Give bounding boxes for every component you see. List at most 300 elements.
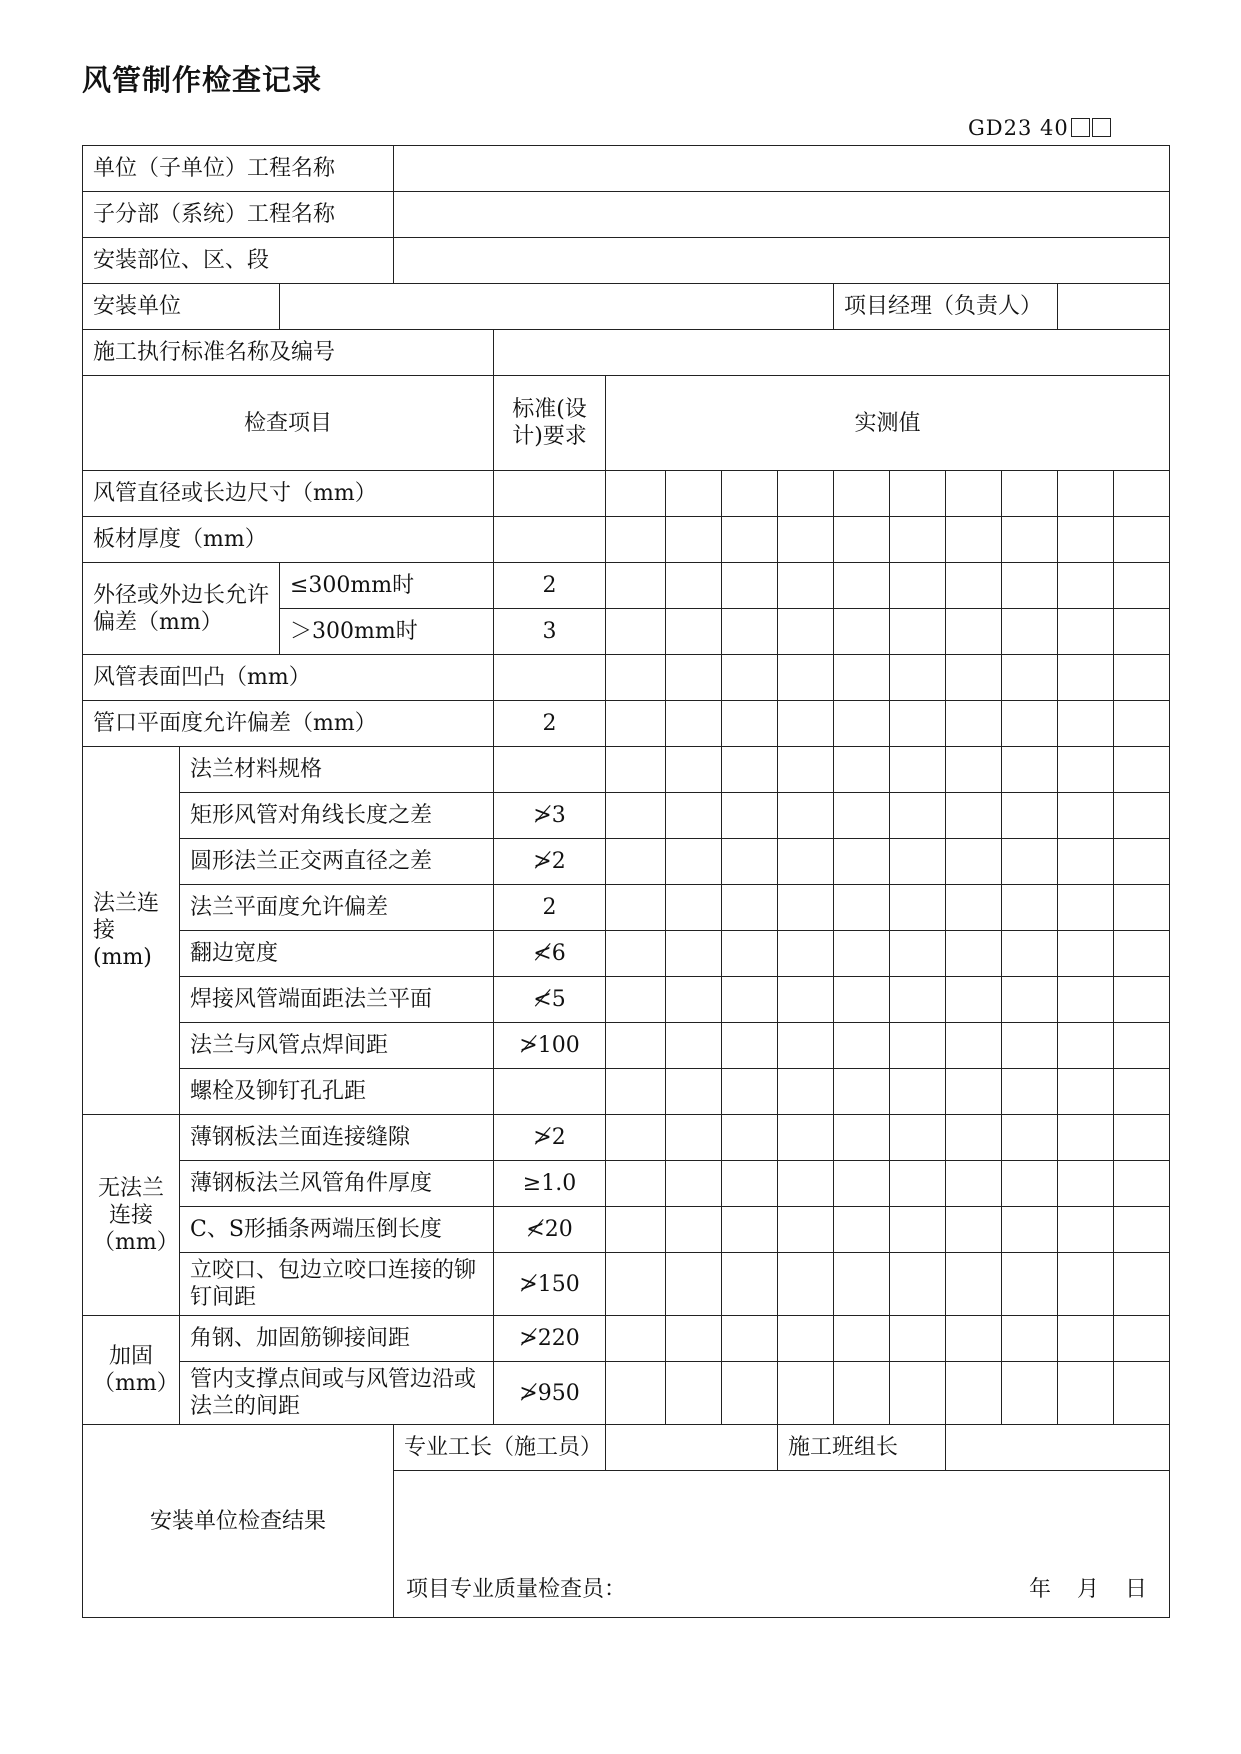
cell[interactable] <box>606 885 666 931</box>
cell[interactable] <box>778 1069 834 1115</box>
row-dev-le300 <box>83 563 1170 609</box>
cell[interactable] <box>606 1253 666 1316</box>
cell[interactable] <box>666 701 722 747</box>
cell[interactable] <box>722 1207 778 1253</box>
cell[interactable] <box>722 1115 778 1161</box>
cell[interactable] <box>606 471 666 517</box>
row-noflange-2 <box>83 1207 1170 1253</box>
cell[interactable] <box>834 1253 890 1316</box>
cell[interactable] <box>722 609 778 655</box>
row-noflange-0 <box>83 1115 1170 1161</box>
value-team-leader[interactable] <box>946 1425 1170 1471</box>
std-dev-gt300: 3 <box>494 609 606 655</box>
cell[interactable] <box>834 701 890 747</box>
cell[interactable] <box>666 471 722 517</box>
row-reinforce-0 <box>83 1316 1170 1362</box>
row-noflange-3 <box>83 1253 1170 1316</box>
cell[interactable] <box>890 1207 946 1253</box>
cell[interactable] <box>946 1207 1002 1253</box>
cell[interactable] <box>1002 655 1058 701</box>
cell[interactable] <box>722 1023 778 1069</box>
cell[interactable] <box>666 1115 722 1161</box>
cell[interactable] <box>778 1161 834 1207</box>
cell[interactable] <box>778 563 834 609</box>
cell[interactable] <box>1114 471 1170 517</box>
cell[interactable] <box>606 977 666 1023</box>
value-install-location[interactable] <box>394 238 1170 284</box>
cell[interactable] <box>722 655 778 701</box>
cell[interactable] <box>834 977 890 1023</box>
cell[interactable] <box>1058 1161 1114 1207</box>
label-project-manager: 项目经理（负责人） <box>834 284 1058 330</box>
cell[interactable] <box>946 747 1002 793</box>
label-year: 年 <box>1028 1577 1051 1602</box>
cell[interactable] <box>778 793 834 839</box>
row-sub-project <box>83 192 1170 238</box>
cell[interactable] <box>606 1023 666 1069</box>
cell[interactable] <box>1058 1023 1114 1069</box>
cell[interactable] <box>890 655 946 701</box>
cell[interactable] <box>1002 1316 1058 1362</box>
cell[interactable] <box>1058 1253 1114 1316</box>
cell[interactable] <box>834 1023 890 1069</box>
cell[interactable] <box>778 931 834 977</box>
cell[interactable] <box>666 1023 722 1069</box>
cell[interactable] <box>946 1023 1002 1069</box>
label-day: 日 <box>1125 1577 1148 1602</box>
cell[interactable] <box>890 1115 946 1161</box>
cell[interactable] <box>722 517 778 563</box>
cell[interactable] <box>1058 977 1114 1023</box>
row-flange-6 <box>83 1023 1170 1069</box>
cell[interactable] <box>1058 1207 1114 1253</box>
cell[interactable] <box>1114 977 1170 1023</box>
std-flange-item: ≯100 <box>494 1023 606 1069</box>
cell[interactable] <box>834 839 890 885</box>
cell[interactable] <box>1002 1069 1058 1115</box>
cell[interactable] <box>1002 701 1058 747</box>
cell[interactable] <box>666 793 722 839</box>
std-flange-item: 2 <box>494 885 606 931</box>
cell[interactable] <box>606 609 666 655</box>
cell[interactable] <box>834 517 890 563</box>
cell[interactable] <box>722 839 778 885</box>
cell[interactable] <box>606 701 666 747</box>
cell[interactable] <box>1058 1362 1114 1425</box>
cell[interactable] <box>834 471 890 517</box>
header-item: 检查项目 <box>83 376 494 471</box>
label-install-unit: 安装单位 <box>83 284 280 330</box>
std-noflange-item: ≥1.0 <box>494 1161 606 1207</box>
cell[interactable] <box>890 931 946 977</box>
label-flange-item: 矩形风管对角线长度之差 <box>180 793 494 839</box>
cell[interactable] <box>778 977 834 1023</box>
label-reinforce-item: 管内支撑点间或与风管边沿或法兰的间距 <box>180 1362 494 1425</box>
row-reinforce-1 <box>83 1362 1170 1425</box>
cell[interactable] <box>1114 563 1170 609</box>
cell[interactable] <box>666 1207 722 1253</box>
cell[interactable] <box>946 1115 1002 1161</box>
cell[interactable] <box>1002 1253 1058 1316</box>
cell[interactable] <box>890 701 946 747</box>
label-flange-item: 翻边宽度 <box>180 931 494 977</box>
cell[interactable] <box>722 793 778 839</box>
cell[interactable] <box>890 839 946 885</box>
row-flange-3 <box>83 885 1170 931</box>
cell[interactable] <box>1114 1362 1170 1425</box>
row-standard-name <box>83 330 1170 376</box>
form-title: 风管制作检查记录 <box>82 63 323 97</box>
cell[interactable] <box>722 563 778 609</box>
cell[interactable] <box>722 747 778 793</box>
cell[interactable] <box>1114 1253 1170 1316</box>
row-thickness <box>83 517 1170 563</box>
label-result: 安装单位检查结果 <box>83 1425 394 1618</box>
cell[interactable] <box>946 563 1002 609</box>
cell[interactable] <box>1058 793 1114 839</box>
cell[interactable] <box>946 1069 1002 1115</box>
label-thickness: 板材厚度（mm） <box>83 517 494 563</box>
cell[interactable] <box>1002 517 1058 563</box>
cell[interactable] <box>778 1023 834 1069</box>
cell[interactable] <box>722 1362 778 1425</box>
cell[interactable] <box>1002 1023 1058 1069</box>
cell[interactable] <box>1114 1115 1170 1161</box>
cell[interactable] <box>1058 931 1114 977</box>
label-flange-item: 圆形法兰正交两直径之差 <box>180 839 494 885</box>
cell[interactable] <box>722 1316 778 1362</box>
cell[interactable] <box>890 1316 946 1362</box>
cell[interactable] <box>1058 563 1114 609</box>
value-foreman[interactable] <box>606 1425 778 1471</box>
cell[interactable] <box>1002 1362 1058 1425</box>
std-thickness[interactable] <box>494 517 606 563</box>
cell[interactable] <box>1058 1069 1114 1115</box>
label-noflange-item: 立咬口、包边立咬口连接的铆钉间距 <box>180 1253 494 1316</box>
cell[interactable] <box>778 701 834 747</box>
value-standard-name[interactable] <box>494 330 1170 376</box>
row-install-location <box>83 238 1170 284</box>
cell[interactable] <box>946 839 1002 885</box>
cell[interactable] <box>606 563 666 609</box>
cell[interactable] <box>890 609 946 655</box>
cell[interactable] <box>1058 1115 1114 1161</box>
cell[interactable] <box>1002 1161 1058 1207</box>
cell[interactable] <box>834 793 890 839</box>
cell[interactable] <box>890 1023 946 1069</box>
std-dev-le300: 2 <box>494 563 606 609</box>
cell[interactable] <box>834 655 890 701</box>
cell[interactable] <box>606 1161 666 1207</box>
cell[interactable] <box>1114 655 1170 701</box>
cell[interactable] <box>834 1207 890 1253</box>
row-flange-0 <box>83 747 1170 793</box>
row-surface <box>83 655 1170 701</box>
cell[interactable] <box>1002 885 1058 931</box>
cell[interactable] <box>606 747 666 793</box>
cell[interactable] <box>666 747 722 793</box>
value-install-unit[interactable] <box>280 284 834 330</box>
cell[interactable] <box>1114 885 1170 931</box>
std-flange-item: ≮6 <box>494 931 606 977</box>
cell[interactable] <box>606 793 666 839</box>
form-code-text: GD23 40 <box>968 116 1069 140</box>
cell[interactable] <box>666 885 722 931</box>
cell[interactable] <box>1114 1023 1170 1069</box>
std-reinforce-item: ≯220 <box>494 1316 606 1362</box>
label-flange-item: 法兰与风管点焊间距 <box>180 1023 494 1069</box>
cell[interactable] <box>890 885 946 931</box>
row-diameter <box>83 471 1170 517</box>
std-reinforce-item: ≯950 <box>494 1362 606 1425</box>
label-diameter: 风管直径或长边尺寸（mm） <box>83 471 494 517</box>
label-foreman: 专业工长（施工员） <box>394 1425 606 1471</box>
std-diameter[interactable] <box>494 471 606 517</box>
cell[interactable] <box>1002 747 1058 793</box>
cell[interactable] <box>834 885 890 931</box>
cell[interactable] <box>1058 747 1114 793</box>
cell[interactable] <box>834 1161 890 1207</box>
row-flatness <box>83 701 1170 747</box>
cell[interactable] <box>1114 747 1170 793</box>
cell[interactable] <box>890 793 946 839</box>
cell[interactable] <box>606 1115 666 1161</box>
cell[interactable] <box>666 609 722 655</box>
cell[interactable] <box>606 1069 666 1115</box>
cell[interactable] <box>778 609 834 655</box>
cell[interactable] <box>666 1161 722 1207</box>
cell[interactable] <box>834 1115 890 1161</box>
cell[interactable] <box>1114 839 1170 885</box>
cell[interactable] <box>834 931 890 977</box>
cell[interactable] <box>890 1161 946 1207</box>
label-noflange-item: 薄钢板法兰风管角件厚度 <box>180 1161 494 1207</box>
cell[interactable] <box>1002 793 1058 839</box>
cell[interactable] <box>722 471 778 517</box>
cell[interactable] <box>834 563 890 609</box>
cell[interactable] <box>1058 609 1114 655</box>
cell[interactable] <box>1058 885 1114 931</box>
cell[interactable] <box>834 1316 890 1362</box>
cell[interactable] <box>666 517 722 563</box>
cell[interactable] <box>1114 931 1170 977</box>
row-noflange-1 <box>83 1161 1170 1207</box>
cell[interactable] <box>778 1207 834 1253</box>
std-noflange-item: ≯2 <box>494 1115 606 1161</box>
label-team-leader: 施工班组长 <box>778 1425 946 1471</box>
cell[interactable] <box>1002 931 1058 977</box>
cell[interactable] <box>834 1069 890 1115</box>
code-box-2 <box>1092 118 1111 137</box>
cell[interactable] <box>778 1362 834 1425</box>
cell[interactable] <box>1058 655 1114 701</box>
inspection-table <box>82 145 1170 1618</box>
label-flange-item: 法兰平面度允许偏差 <box>180 885 494 931</box>
cell[interactable] <box>946 1316 1002 1362</box>
cell[interactable] <box>946 517 1002 563</box>
label-flange-group: 法兰连接(mm) <box>83 747 180 1115</box>
cell[interactable] <box>946 1362 1002 1425</box>
cell[interactable] <box>666 1069 722 1115</box>
label-sub-project: 子分部（系统）工程名称 <box>83 192 394 238</box>
std-flange-item: ≯2 <box>494 839 606 885</box>
cell[interactable] <box>778 471 834 517</box>
cell[interactable] <box>606 839 666 885</box>
label-surface: 风管表面凹凸（mm） <box>83 655 494 701</box>
cell[interactable] <box>1002 839 1058 885</box>
std-flange-item: ≯3 <box>494 793 606 839</box>
cell[interactable] <box>1058 1316 1114 1362</box>
cell[interactable] <box>778 655 834 701</box>
std-flange-item: ≮5 <box>494 977 606 1023</box>
cell[interactable] <box>946 885 1002 931</box>
cell[interactable] <box>722 885 778 931</box>
cell[interactable] <box>1058 517 1114 563</box>
cell[interactable] <box>1114 701 1170 747</box>
cell[interactable] <box>1114 1207 1170 1253</box>
cell[interactable] <box>606 655 666 701</box>
label-reinforce-item: 角钢、加固筋铆接间距 <box>180 1316 494 1362</box>
cell[interactable] <box>778 517 834 563</box>
cell[interactable] <box>1114 609 1170 655</box>
cell[interactable] <box>722 1253 778 1316</box>
cell[interactable] <box>890 747 946 793</box>
cell[interactable] <box>1058 701 1114 747</box>
cell[interactable] <box>834 609 890 655</box>
cell[interactable] <box>890 563 946 609</box>
row-flange-7 <box>83 1069 1170 1115</box>
result-wrap <box>394 1471 1169 1617</box>
label-dev-group: 外径或外边长允许偏差（mm） <box>83 563 280 655</box>
cell[interactable] <box>1002 609 1058 655</box>
cell[interactable] <box>1002 1207 1058 1253</box>
value-project-manager[interactable] <box>1058 284 1170 330</box>
label-qc-inspector: 项目专业质量检查员： <box>406 1577 627 1602</box>
cell[interactable] <box>834 747 890 793</box>
cell[interactable] <box>666 977 722 1023</box>
label-dev-gt300: ＞300mm时 <box>280 609 494 655</box>
label-reinforce-group: 加固（mm） <box>83 1316 180 1425</box>
cell[interactable] <box>946 701 1002 747</box>
cell[interactable] <box>666 1316 722 1362</box>
label-flange-item: 焊接风管端面距法兰平面 <box>180 977 494 1023</box>
cell[interactable] <box>666 931 722 977</box>
cell[interactable] <box>890 471 946 517</box>
cell[interactable] <box>890 1069 946 1115</box>
label-noflange-item: 薄钢板法兰面连接缝隙 <box>180 1115 494 1161</box>
cell[interactable] <box>666 563 722 609</box>
cell[interactable] <box>834 1362 890 1425</box>
cell[interactable] <box>946 931 1002 977</box>
form-code <box>968 116 1111 140</box>
cell[interactable] <box>778 747 834 793</box>
std-flatness: 2 <box>494 701 606 747</box>
cell[interactable] <box>946 609 1002 655</box>
label-install-location: 安装部位、区、段 <box>83 238 394 284</box>
cell[interactable] <box>778 1253 834 1316</box>
header-measured: 实测值 <box>606 376 1170 471</box>
cell[interactable] <box>1058 839 1114 885</box>
std-flange-item <box>494 747 606 793</box>
row-flange-2 <box>83 839 1170 885</box>
cell[interactable] <box>666 1253 722 1316</box>
row-flange-4 <box>83 931 1170 977</box>
cell[interactable] <box>1114 1161 1170 1207</box>
cell[interactable] <box>666 839 722 885</box>
label-month: 月 <box>1076 1577 1099 1602</box>
cell[interactable] <box>1114 517 1170 563</box>
cell[interactable] <box>722 931 778 977</box>
cell[interactable] <box>778 1115 834 1161</box>
cell[interactable] <box>1002 471 1058 517</box>
cell[interactable] <box>946 793 1002 839</box>
cell[interactable] <box>946 1161 1002 1207</box>
cell[interactable] <box>722 977 778 1023</box>
std-surface[interactable] <box>494 655 606 701</box>
row-install-unit <box>83 284 1170 330</box>
cell[interactable] <box>722 701 778 747</box>
cell[interactable] <box>666 1362 722 1425</box>
cell[interactable] <box>606 1316 666 1362</box>
cell[interactable] <box>946 977 1002 1023</box>
cell[interactable] <box>666 655 722 701</box>
std-flange-item <box>494 1069 606 1115</box>
cell[interactable] <box>778 1316 834 1362</box>
cell[interactable] <box>778 885 834 931</box>
label-standard-name: 施工执行标准名称及编号 <box>83 330 494 376</box>
std-noflange-item: ≮20 <box>494 1207 606 1253</box>
row-flange-5 <box>83 977 1170 1023</box>
cell[interactable] <box>722 1161 778 1207</box>
cell[interactable] <box>1114 793 1170 839</box>
value-sub-project[interactable] <box>394 192 1170 238</box>
cell[interactable] <box>946 471 1002 517</box>
label-noflange-item: C、S形插条两端压倒长度 <box>180 1207 494 1253</box>
cell[interactable] <box>946 1253 1002 1316</box>
label-noflange-group: 无法兰连接（mm） <box>83 1115 180 1316</box>
label-unit-project: 单位（子单位）工程名称 <box>83 146 394 192</box>
cell[interactable] <box>1002 1115 1058 1161</box>
row-column-headers <box>83 376 1170 471</box>
row-flange-1 <box>83 793 1170 839</box>
cell[interactable] <box>606 1207 666 1253</box>
label-dev-le300: ≤300mm时 <box>280 563 494 609</box>
header-standard: 标准(设计)要求 <box>494 376 606 471</box>
cell[interactable] <box>1002 977 1058 1023</box>
label-flatness: 管口平面度允许偏差（mm） <box>83 701 494 747</box>
cell[interactable] <box>606 931 666 977</box>
cell[interactable] <box>1058 471 1114 517</box>
cell[interactable] <box>778 839 834 885</box>
cell[interactable] <box>1002 563 1058 609</box>
cell[interactable] <box>722 1069 778 1115</box>
cell[interactable] <box>890 1253 946 1316</box>
cell[interactable] <box>1114 1316 1170 1362</box>
cell[interactable] <box>890 1362 946 1425</box>
cell[interactable] <box>606 1362 666 1425</box>
cell[interactable] <box>1114 1069 1170 1115</box>
cell[interactable] <box>946 655 1002 701</box>
code-box-1 <box>1071 118 1090 137</box>
row-signatures <box>83 1425 1170 1471</box>
cell[interactable] <box>890 977 946 1023</box>
label-flange-item: 法兰材料规格 <box>180 747 494 793</box>
cell[interactable] <box>606 517 666 563</box>
value-unit-project[interactable] <box>394 146 1170 192</box>
cell[interactable] <box>890 517 946 563</box>
label-flange-item: 螺栓及铆钉孔孔距 <box>180 1069 494 1115</box>
result-area[interactable] <box>394 1471 1170 1618</box>
